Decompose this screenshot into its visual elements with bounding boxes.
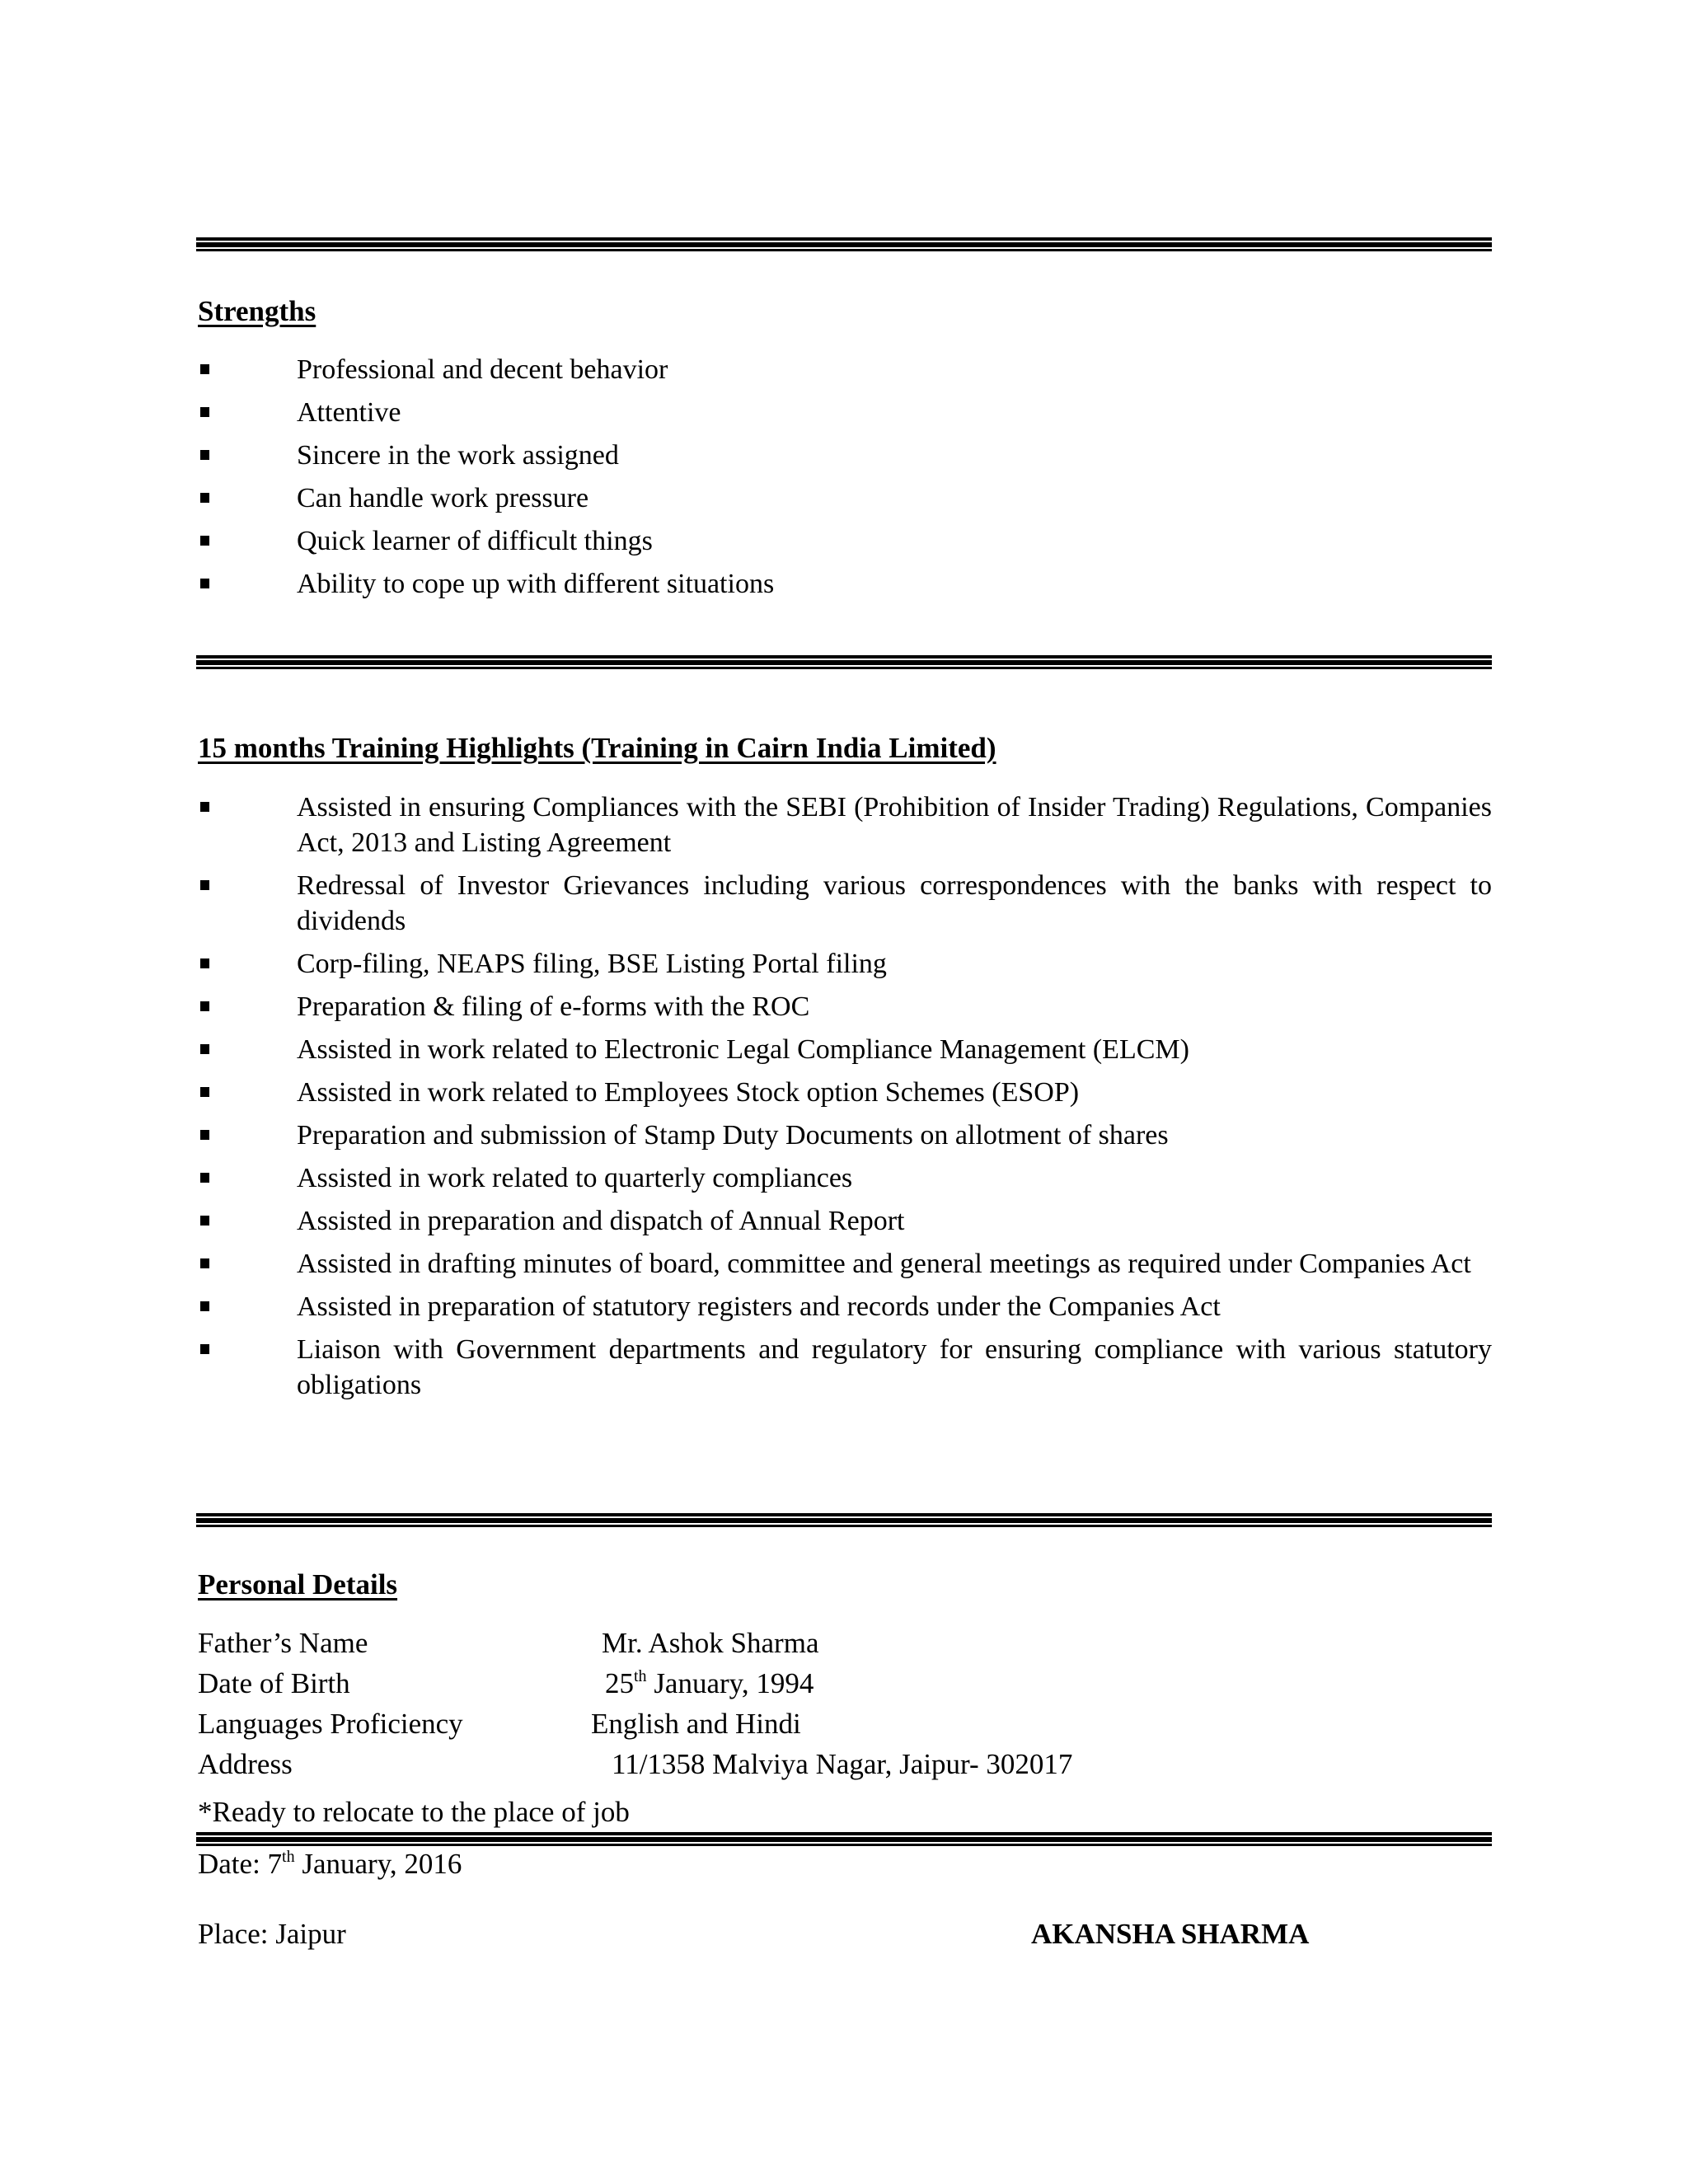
date-prefix: Date: 7 (198, 1848, 283, 1880)
section-divider (196, 1513, 1492, 1528)
strengths-heading: Strengths (198, 295, 316, 327)
list-item-text: Preparation and submission of Stamp Duty Documents on allotment of shares (297, 1120, 1169, 1151)
date-suffix: th (282, 1848, 295, 1866)
list-item (198, 1203, 1492, 1239)
bullet-square-icon (200, 1344, 209, 1354)
section-divider (196, 1832, 1492, 1847)
list-item (198, 1289, 1492, 1324)
address-value: 11/1358 Malviya Nagar, Jaipur- 302017 (612, 1748, 1073, 1780)
bullet-square-icon (200, 1173, 209, 1183)
list-item-text: Ability to cope up with different situations (297, 569, 775, 599)
strengths-list (198, 352, 1492, 609)
list-item-text: Assisted in work related to Employees Stock option Schemes (ESOP) (297, 1077, 1080, 1108)
list-item-text: Redressal of Investor Grievances including various correspondences with the banks with respect to dividends (297, 870, 1492, 936)
dob-day: 25 (605, 1667, 634, 1699)
personal-details-heading: Personal Details (198, 1568, 398, 1601)
bullet-square-icon (200, 1301, 209, 1311)
dob-suffix: th (634, 1667, 647, 1685)
list-item (198, 868, 1492, 939)
list-item (198, 480, 1492, 516)
bullet-square-icon (200, 1001, 209, 1011)
list-item-text: Can handle work pressure (297, 483, 589, 513)
list-item (198, 1118, 1492, 1153)
list-item (198, 790, 1492, 860)
list-item (198, 523, 1492, 559)
bullet-square-icon (200, 880, 209, 890)
bullet-square-icon (200, 1130, 209, 1140)
list-item-text: Professional and decent behavior (297, 354, 668, 385)
bullet-square-icon (200, 958, 209, 968)
list-item (198, 352, 1492, 387)
list-item (198, 989, 1492, 1024)
list-item-text: Attentive (297, 397, 401, 428)
list-item-text: Assisted in drafting minutes of board, committee and general meetings as required under Companies Act (297, 1249, 1471, 1279)
list-item-text: Preparation & filing of e-forms with the ROC (297, 991, 810, 1022)
training-heading: 15 months Training Highlights (Training in Cairn India Limited) (198, 732, 996, 764)
bullet-square-icon (200, 802, 209, 812)
bullet-square-icon (200, 450, 209, 460)
fathers-name-value: Mr. Ashok Sharma (602, 1627, 819, 1659)
place-line: Place: Jaipur (198, 1918, 346, 1950)
section-divider (196, 237, 1492, 252)
bullet-square-icon (200, 1087, 209, 1097)
list-item (198, 395, 1492, 430)
list-item (198, 1332, 1492, 1403)
list-item-text: Assisted in preparation of statutory registers and records under the Companies Act (297, 1291, 1221, 1322)
bullet-square-icon (200, 1044, 209, 1054)
list-item (198, 1032, 1492, 1067)
list-item (198, 1160, 1492, 1196)
dob-value (605, 1666, 814, 1702)
bullet-square-icon (200, 493, 209, 503)
list-item-text: Assisted in work related to quarterly compliances (297, 1163, 853, 1193)
list-item (198, 438, 1492, 473)
bullet-square-icon (200, 1216, 209, 1226)
dob-label: Date of Birth (198, 1667, 350, 1699)
languages-value: English and Hindi (591, 1708, 801, 1740)
bullet-square-icon (200, 364, 209, 374)
bullet-square-icon (200, 536, 209, 546)
section-divider (196, 655, 1492, 670)
relocate-note: *Ready to relocate to the place of job (198, 1796, 630, 1828)
list-item-text: Liaison with Government departments and regulatory for ensuring compliance with various statutory obligations (297, 1334, 1492, 1400)
training-list (198, 790, 1492, 1410)
list-item-text: Sincere in the work assigned (297, 440, 619, 471)
bullet-square-icon (200, 1258, 209, 1268)
bullet-square-icon (200, 579, 209, 588)
list-item-text: Assisted in preparation and dispatch of Annual Report (297, 1206, 905, 1236)
list-item (198, 1246, 1492, 1282)
address-label: Address (198, 1748, 293, 1780)
signature-name: AKANSHA SHARMA (1031, 1918, 1310, 1950)
list-item-text: Assisted in work related to Electronic Legal Compliance Management (ELCM) (297, 1034, 1189, 1065)
list-item-text: Assisted in ensuring Compliances with the SEBI (Prohibition of Insider Trading) Regulations, Companies Act, 2013 and Listing Agreement (297, 792, 1492, 858)
list-item-text: Quick learner of difficult things (297, 526, 653, 556)
date-rest: January, 2016 (294, 1848, 462, 1880)
dob-rest: January, 1994 (646, 1667, 814, 1699)
languages-label: Languages Proficiency (198, 1708, 463, 1740)
list-item (198, 566, 1492, 602)
list-item (198, 946, 1492, 982)
date-line (198, 1846, 462, 1882)
bullet-square-icon (200, 407, 209, 417)
list-item (198, 1075, 1492, 1110)
list-item-text: Corp-filing, NEAPS filing, BSE Listing Portal filing (297, 949, 887, 979)
fathers-name-label: Father’s Name (198, 1627, 368, 1659)
